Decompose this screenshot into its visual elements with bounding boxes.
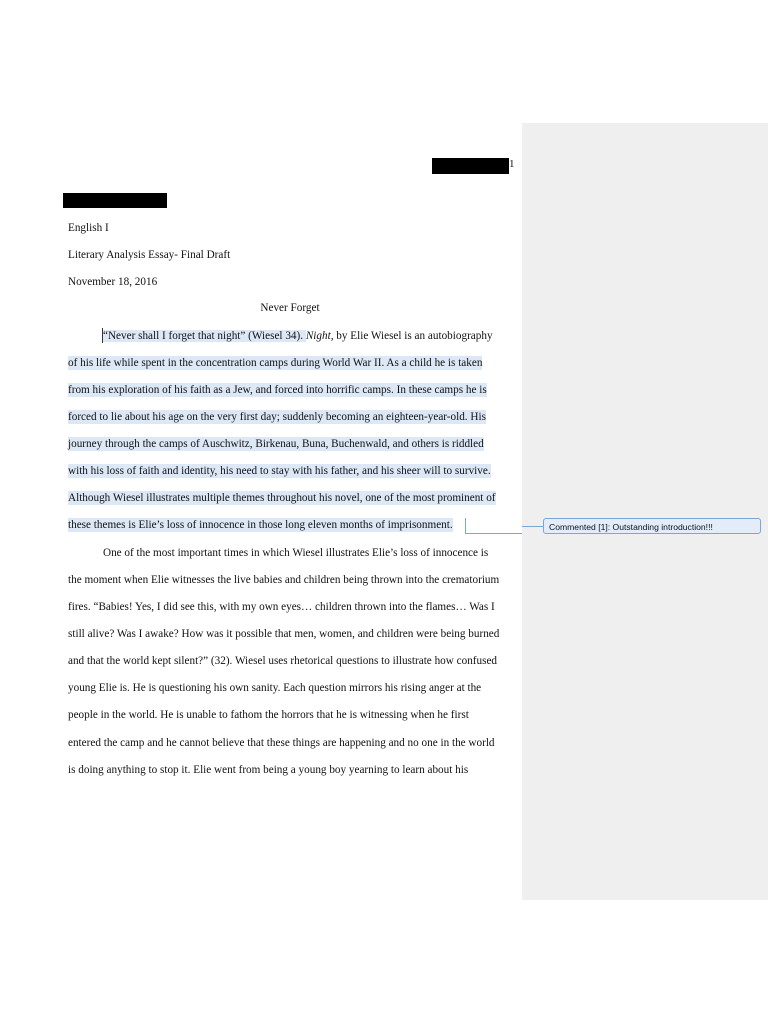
book-title: Night, bbox=[305, 330, 334, 342]
class-name: English I bbox=[68, 222, 109, 234]
paragraph2-line6[interactable]: young Elie is. He is questioning his own sanity. Each question mirrors his rising anger at the bbox=[68, 682, 482, 694]
paragraph2-line5[interactable]: and that the world kept silent?” (32). Wiesel uses rhetorical questions to illustrate how confused bbox=[68, 655, 498, 667]
page-number: 1 bbox=[509, 158, 515, 170]
paragraph1-line7[interactable]: Although Wiesel illustrates multiple themes throughout his novel, one of the most prominent of bbox=[68, 492, 496, 504]
paragraph1-line8[interactable]: these themes is Elie’s loss of innocence in those long eleven months of imprisonment. bbox=[68, 519, 453, 531]
comment-connector bbox=[465, 533, 522, 534]
paragraph2-line9[interactable]: is doing anything to stop it. Elie went from being a young boy yearning to learn about his bbox=[68, 764, 469, 776]
paragraph2-line7[interactable]: people in the world. He is unable to fathom the horrors that he is witnessing when he first bbox=[68, 709, 469, 721]
redacted-last-name bbox=[432, 158, 509, 174]
paragraph1-line2[interactable]: of his life while spent in the concentration camps during World War II. As a child he is taken bbox=[68, 357, 483, 369]
assignment-name: Literary Analysis Essay- Final Draft bbox=[68, 249, 231, 261]
comment-connector-pane bbox=[522, 526, 543, 527]
paragraph2-line1[interactable]: One of the most important times in which Wiesel illustrates Elie’s loss of innocence is bbox=[103, 547, 489, 559]
comment-text: Outstanding introduction!!! bbox=[610, 522, 713, 532]
comment-pane bbox=[522, 123, 768, 900]
paragraph1-line1[interactable] bbox=[103, 329, 493, 343]
paragraph1-line4[interactable]: forced to lie about his age on the very first day; suddenly becoming an eighteen-year-old. His bbox=[68, 411, 486, 423]
paragraph1-line5[interactable]: journey through the camps of Auschwitz, Birkenau, Buna, Buchenwald, and others is riddled bbox=[68, 438, 484, 450]
comment-label: Commented [1]: bbox=[549, 522, 611, 532]
paragraph2-line2[interactable]: the moment when Elie witnesses the live babies and children being thrown into the crematorium bbox=[68, 574, 500, 586]
paragraph1-line3[interactable]: from his exploration of his faith as a Jew, and forced into horrific camps. In these camps he is bbox=[68, 384, 487, 396]
paragraph2-line3[interactable]: fires. “Babies! Yes, I did see this, with my own eyes… children thrown into the flames… Was I bbox=[68, 601, 495, 613]
essay-title: Never Forget bbox=[260, 302, 320, 314]
paragraph1-line6[interactable]: with his loss of faith and identity, his need to stay with his father, and his sheer will to survive. bbox=[68, 465, 491, 477]
paragraph2-line4[interactable]: still alive? Was I awake? How was it possible that men, women, and children were being burned bbox=[68, 628, 500, 640]
essay-date: November 18, 2016 bbox=[68, 276, 158, 288]
paragraph1-line1-rest: by Elie Wiesel is an autobiography bbox=[333, 330, 493, 342]
comment-anchor bbox=[465, 518, 466, 533]
paragraph2-line8[interactable]: entered the camp and he cannot believe that these things are happening and no one in the world bbox=[68, 737, 495, 749]
comment-balloon[interactable] bbox=[543, 518, 761, 534]
redacted-student-name bbox=[63, 193, 167, 208]
paragraph1-line1-quote: “Never shall I forget that night” (Wiesel 34). bbox=[103, 330, 306, 342]
